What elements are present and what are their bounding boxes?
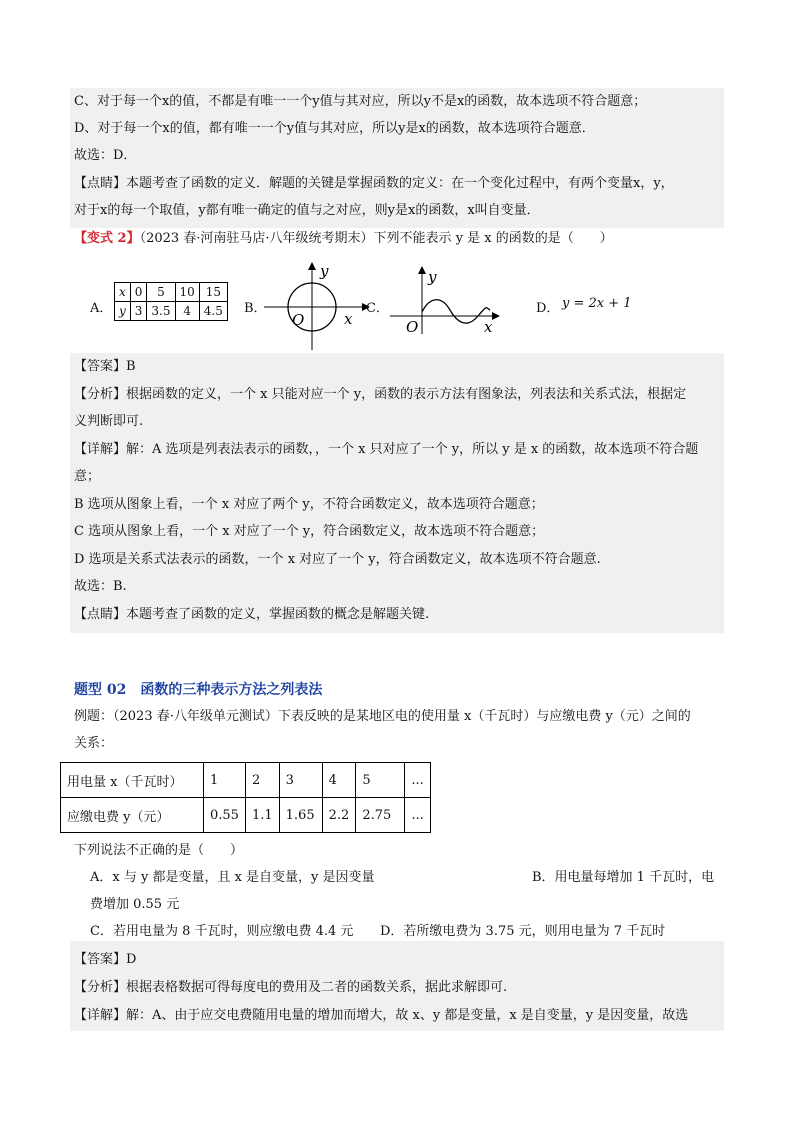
comment-line-2: 对于x的每一个取值，y都有唯一确定的值与之对应，则y是x的函数，x叫自变量． xyxy=(74,203,540,218)
option-a-label: A． xyxy=(90,301,113,316)
table-cell: 1 xyxy=(204,763,246,798)
table-cell: 2.2 xyxy=(322,798,356,833)
table-cell: 3 xyxy=(279,763,322,798)
table-cell: x xyxy=(115,283,131,302)
table-cell: 2.75 xyxy=(356,798,405,833)
solution-line-d: D、对于每一个x的值，都有唯一一个y值与其对应，所以y是x的函数，故本选项符合题意． xyxy=(74,121,595,136)
comment-line: 【点睛】本题考查了函数的定义，掌握函数的概念是解题关键. xyxy=(74,607,430,622)
example-table xyxy=(60,762,431,833)
table-cell: 1.1 xyxy=(245,798,279,833)
table-row xyxy=(61,798,431,833)
table-cell: 1.65 xyxy=(279,798,322,833)
section-title: 题型 02 函数的三种表示方法之列表法 xyxy=(74,682,323,698)
table-cell: 4.5 xyxy=(199,302,227,321)
table-cell: 5 xyxy=(147,283,175,302)
example-option-c: C．若用电量为 8 千瓦时，则应缴电费 4.4 元 xyxy=(90,924,354,939)
answer-line: 【答案】B xyxy=(74,359,136,374)
detail-line-4: C 选项从图象上看，一个 x 对应了一个 y，符合函数定义，故本选项不符合题意； xyxy=(74,524,545,539)
y-axis-label: y xyxy=(428,268,437,286)
table-cell: 0 xyxy=(130,283,147,302)
solution-line-c: C、对于每一个x的值，不都是有唯一一个y值与其对应，所以y不是x的函数，故本选项不符合题意； xyxy=(74,94,647,109)
y-axis-label: y xyxy=(320,262,329,280)
table-cell: ... xyxy=(405,798,430,833)
option-a-table xyxy=(114,282,228,321)
detail-line-1: 【详解】解：A 选项是列表法表示的函数，，一个 x 只对应了一个 y，所以 y 是 x 的函数，故本选项不符合题 xyxy=(74,442,699,457)
comment-line-1: 【点睛】本题考查了函数的定义．解题的关键是掌握函数的定义：在一个变化过程中，有两个变量x，y， xyxy=(74,176,674,191)
table-cell: 用电量 x（千瓦时） xyxy=(61,763,204,798)
table-cell: 3 xyxy=(130,302,147,321)
x-axis-arrow xyxy=(492,312,500,320)
detail-line-3: B 选项从图象上看，一个 x 对应了两个 y，不符合函数定义，故本选项符合题意； xyxy=(74,497,544,512)
option-d-label: D． xyxy=(536,301,560,316)
variant-question xyxy=(74,229,724,249)
option-c-label: C． xyxy=(366,301,389,316)
example-option-b-cont: 费增加 0.55 元 xyxy=(90,897,180,912)
option-c-sine-graph xyxy=(388,266,508,336)
sine-curve xyxy=(422,300,490,323)
x-axis-label: x xyxy=(344,310,353,328)
variant-text: （2023 春·河南驻马店·八年级统考期末）下列不能表示 y 是 x 的函数的是（ ） xyxy=(139,231,613,246)
table-cell: 5 xyxy=(356,763,405,798)
x-axis-label: x xyxy=(484,318,493,336)
y-axis-arrow xyxy=(308,262,316,270)
option-d-formula: y = 2x + 1 xyxy=(562,296,632,311)
analysis-line-1: 【分析】根据函数的定义，一个 x 只能对应一个 y，函数的表示方法有图象法，列表法和关系式法，根据定 xyxy=(74,387,687,402)
origin-label: O xyxy=(406,318,419,336)
detail2-line: 【详解】解：A、由于应交电费随用电量的增加而增大，故 x、y 都是变量，x 是自变量，y 是因变量，故选 xyxy=(74,1008,689,1023)
example-line-1: 例题：（2023 春·八年级单元测试）下表反映的是某地区电的使用量 x（千瓦时）与应缴电费 y（元）之间的 xyxy=(74,709,691,724)
example-option-b: B．用电量每增加 1 千瓦时，电 xyxy=(532,870,715,885)
solution-choose: 故选：D． xyxy=(74,148,137,163)
analysis2-line: 【分析】根据表格数据可得每度电的费用及二者的函数关系，据此求解即可. xyxy=(74,980,508,995)
detail-line-2: 意； xyxy=(74,469,101,484)
table-cell: 2 xyxy=(245,763,279,798)
option-b-label: B． xyxy=(244,301,267,316)
table-cell: 4 xyxy=(322,763,356,798)
table-row xyxy=(115,283,228,302)
table-cell: 15 xyxy=(199,283,227,302)
choose-line: 故选：B. xyxy=(74,579,127,594)
answer2-line: 【答案】D xyxy=(74,952,137,967)
table-cell: 0.55 xyxy=(204,798,246,833)
table-cell: 3.5 xyxy=(147,302,175,321)
table-cell: 应缴电费 y（元） xyxy=(61,798,204,833)
example-question: 下列说法不正确的是（ ） xyxy=(74,843,244,858)
table-cell: ... xyxy=(405,763,430,798)
example-option-a: A．x 与 y 都是变量，且 x 是自变量，y 是因变量 xyxy=(90,870,375,885)
table-cell: y xyxy=(115,302,131,321)
table-row xyxy=(115,302,228,321)
option-b-circle-graph xyxy=(262,262,382,352)
detail-line-5: D 选项是关系式法表示的函数，一个 x 对应了一个 y，符合函数定义，故本选项不符合题意. xyxy=(74,552,601,567)
table-cell: 10 xyxy=(175,283,199,302)
table-row xyxy=(61,763,431,798)
analysis-line-2: 义判断即可. xyxy=(74,414,144,429)
example-line-2: 关系： xyxy=(74,736,114,751)
example-option-d: D．若所缴电费为 3.75 元，则用电量为 7 千瓦时 xyxy=(380,924,666,939)
table-cell: 4 xyxy=(175,302,199,321)
variant-tag: 【变式 2】 xyxy=(74,231,140,246)
y-axis-arrow xyxy=(418,266,426,274)
origin-label: O xyxy=(292,311,305,329)
